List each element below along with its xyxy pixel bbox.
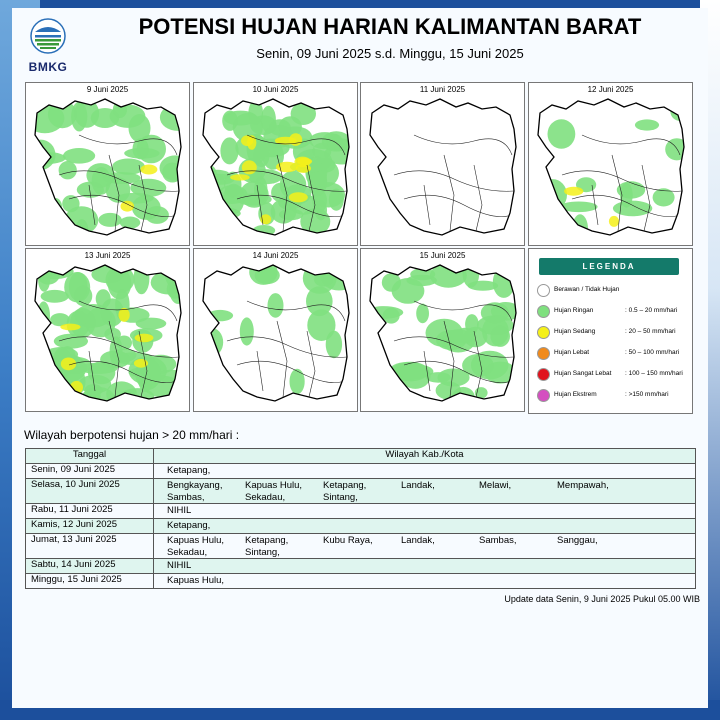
legend-range: : 100 – 150 mm/hari	[625, 370, 683, 377]
column-header-date: Tanggal	[26, 449, 154, 464]
legend-color-swatch	[537, 389, 550, 402]
region-name: Landak,	[401, 480, 435, 491]
light-rain-area	[201, 173, 225, 194]
region-name: Sambas,	[167, 492, 205, 503]
light-rain-area	[482, 316, 509, 346]
light-rain-area	[206, 385, 240, 407]
light-rain-area	[103, 172, 141, 184]
region-name: Sintang,	[323, 492, 358, 503]
moderate-rain-area	[60, 324, 80, 331]
legend-label: Hujan Sedang	[554, 328, 596, 335]
row-regions	[154, 574, 696, 589]
light-rain-area	[382, 273, 401, 292]
light-rain-area	[41, 290, 69, 303]
column-header-region: Wilayah Kab./Kota	[154, 449, 696, 464]
table-row	[26, 479, 696, 504]
legend-color-swatch	[537, 326, 550, 339]
region-name: Kapuas Hulu,	[167, 535, 225, 546]
region-name: Kapuas Hulu,	[167, 575, 225, 586]
region-name: Mempawah,	[557, 480, 609, 491]
legend-item	[537, 325, 689, 341]
light-rain-area	[493, 267, 515, 298]
table-row	[26, 519, 696, 534]
row-regions	[154, 464, 696, 479]
page-title: POTENSI HUJAN HARIAN KALIMANTAN BARAT	[138, 14, 642, 39]
rain-map-panel	[360, 248, 525, 412]
light-rain-area	[207, 310, 233, 321]
area-heading: Wilayah berpotensi hujan > 20 mm/hari :	[24, 428, 240, 442]
update-info: Update data Senin, 9 Juni 2025 Pukul 05.00 WIB	[504, 594, 700, 604]
moderate-rain-area	[140, 165, 157, 175]
region-name: Ketapang,	[167, 465, 211, 476]
row-date: Minggu, 15 Juni 2025	[26, 574, 154, 589]
legend-label: Hujan Ekstrem	[554, 391, 597, 398]
rain-map-panel	[193, 248, 358, 412]
legend-color-swatch	[537, 284, 550, 297]
light-rain-area	[133, 138, 149, 159]
moderate-rain-area	[121, 201, 135, 212]
region-name: Sekadau,	[245, 492, 286, 503]
bmkg-logo-icon	[30, 18, 66, 54]
province-shape	[370, 99, 516, 235]
light-rain-area	[112, 159, 145, 175]
legend-panel	[528, 248, 693, 414]
light-rain-area	[313, 168, 326, 190]
light-rain-area	[462, 354, 494, 377]
light-rain-area	[85, 307, 115, 337]
region-name: Sanggau,	[557, 535, 598, 546]
light-rain-area	[59, 161, 77, 179]
row-regions	[154, 504, 696, 519]
row-date: Selasa, 10 Juni 2025	[26, 479, 154, 504]
rain-map-panel	[528, 82, 693, 246]
light-rain-area	[145, 206, 169, 224]
light-rain-area	[220, 137, 238, 164]
light-rain-area	[291, 103, 316, 125]
row-regions	[154, 559, 696, 574]
row-date: Senin, 09 Juni 2025	[26, 464, 154, 479]
moderate-rain-area	[564, 187, 583, 196]
region-name: NIHIL	[167, 560, 192, 571]
table-row	[26, 464, 696, 479]
row-date: Sabtu, 14 Juni 2025	[26, 559, 154, 574]
region-name: Kubu Raya,	[323, 535, 373, 546]
light-rain-area	[635, 119, 659, 130]
moderate-rain-area	[294, 157, 310, 168]
table-row	[26, 504, 696, 519]
region-name: Ketapang,	[245, 535, 289, 546]
legend-label: Hujan Lebat	[554, 349, 590, 356]
light-rain-area	[110, 105, 146, 128]
province-map	[197, 95, 354, 241]
map-date-label: 11 Juni 2025	[419, 85, 466, 94]
map-date-label: 15 Juni 2025	[419, 251, 466, 260]
light-rain-area	[134, 263, 150, 295]
legend-range: : >150 mm/hari	[625, 391, 669, 398]
map-date-label: 12 Juni 2025	[587, 85, 634, 94]
light-rain-area	[436, 382, 462, 400]
region-name: Sintang,	[245, 547, 280, 558]
map-date-label: 9 Juni 2025	[86, 85, 129, 94]
light-rain-area	[534, 216, 554, 227]
light-rain-area	[365, 306, 403, 319]
light-rain-area	[269, 119, 291, 135]
table-row	[26, 574, 696, 589]
light-rain-area	[198, 328, 223, 357]
map-date-label: 13 Juni 2025	[84, 251, 131, 260]
bmkg-logo	[22, 14, 74, 80]
light-rain-area	[463, 261, 480, 288]
legend-item	[537, 283, 689, 299]
table-row	[26, 559, 696, 574]
moderate-rain-area	[289, 133, 302, 146]
row-regions	[154, 479, 696, 504]
region-name: Bengkayang,	[167, 480, 223, 491]
light-rain-area	[48, 101, 77, 129]
moderate-rain-area	[135, 334, 154, 343]
legend-item	[537, 346, 689, 362]
legend-range: : 0.5 – 20 mm/hari	[625, 307, 678, 314]
light-rain-area	[198, 223, 229, 233]
light-rain-area	[255, 267, 280, 285]
province-map	[532, 95, 689, 241]
region-name: Ketapang,	[167, 520, 211, 531]
province-map	[364, 95, 521, 241]
light-rain-area	[35, 364, 48, 389]
region-name: NIHIL	[167, 505, 192, 516]
light-rain-area	[136, 318, 167, 330]
region-name: Ketapang,	[323, 480, 367, 491]
moderate-rain-area	[289, 192, 308, 202]
region-name: Landak,	[401, 535, 435, 546]
light-rain-area	[212, 223, 236, 235]
legend-title: LEGENDA	[539, 258, 679, 275]
legend-color-swatch	[537, 347, 550, 360]
legend-label: Hujan Sangat Lebat	[554, 370, 612, 377]
light-rain-area	[63, 148, 95, 164]
light-rain-area	[613, 201, 652, 217]
region-name: Sekadau,	[167, 547, 208, 558]
row-date: Kamis, 12 Juni 2025	[26, 519, 154, 534]
logo-text: BMKG	[28, 60, 68, 74]
legend-label: Berawan / Tidak Hujan	[554, 286, 620, 293]
legend-color-swatch	[537, 368, 550, 381]
province-map	[197, 261, 354, 407]
rain-map-panel	[25, 82, 190, 246]
row-date: Rabu, 11 Juni 2025	[26, 504, 154, 519]
province-map	[29, 95, 186, 241]
region-name: Kapuas Hulu,	[245, 480, 303, 491]
rain-map-panel	[360, 82, 525, 246]
light-rain-area	[240, 317, 254, 345]
legend-item	[537, 367, 689, 383]
map-date-label: 14 Juni 2025	[252, 251, 299, 260]
light-rain-area	[120, 217, 140, 229]
legend-item	[537, 388, 689, 404]
map-date-label: 10 Juni 2025	[252, 85, 299, 94]
light-rain-area	[426, 372, 451, 383]
legend-label: Hujan Ringan	[554, 307, 594, 314]
legend-item	[537, 304, 689, 320]
moderate-rain-area	[242, 160, 257, 174]
rain-map-panel	[25, 248, 190, 412]
rain-areas-table	[25, 448, 696, 589]
moderate-rain-area	[609, 216, 619, 227]
row-date: Jumat, 13 Juni 2025	[26, 534, 154, 559]
region-name: Sambas,	[479, 535, 517, 546]
legend-range: : 20 – 50 mm/hari	[625, 328, 676, 335]
legend-color-swatch	[537, 305, 550, 318]
light-rain-area	[98, 213, 121, 227]
legend-range: : 50 – 100 mm/hari	[625, 349, 680, 356]
row-regions	[154, 519, 696, 534]
light-rain-area	[253, 145, 269, 167]
moderate-rain-area	[230, 174, 250, 180]
light-rain-area	[268, 293, 284, 318]
light-rain-area	[548, 119, 576, 149]
page-subtitle: Senin, 09 Juni 2025 s.d. Minggu, 15 Juni 2025	[256, 46, 524, 61]
light-rain-area	[303, 263, 337, 294]
row-regions	[154, 534, 696, 559]
light-rain-area	[541, 226, 562, 237]
province-map	[364, 261, 521, 407]
rain-map-panel	[193, 82, 358, 246]
light-rain-area	[416, 304, 429, 324]
light-rain-area	[392, 362, 429, 382]
light-rain-area	[290, 369, 305, 394]
province-map	[29, 261, 186, 407]
table-row	[26, 534, 696, 559]
region-name: Melawi,	[479, 480, 512, 491]
moderate-rain-area	[61, 358, 76, 371]
